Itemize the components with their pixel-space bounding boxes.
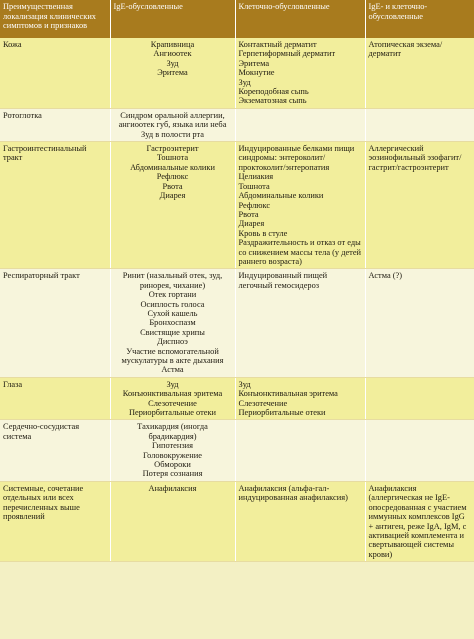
cell-line: Эритема xyxy=(238,58,270,68)
cell-line: Зуд xyxy=(166,379,179,389)
cell-mixed xyxy=(365,108,474,141)
header-ige: IgE-обусловленные xyxy=(110,0,235,38)
cell-line: Экзематозная сыпь xyxy=(238,96,307,106)
cell-line: Участие вспомогательной мускулатуры в акте дыхания xyxy=(121,346,224,365)
cell-location xyxy=(0,420,110,481)
cell-location xyxy=(0,377,110,420)
cell-line: Анафилаксия xyxy=(148,483,197,493)
cell-ige xyxy=(110,420,235,481)
cell-line: Гастроэнтерит xyxy=(146,144,199,154)
cell-mixed xyxy=(365,420,474,481)
cell-line: Отек гортани xyxy=(148,290,197,300)
cell-line: Периорбитальные отеки xyxy=(128,408,217,418)
cell-line: Зуд xyxy=(166,58,179,68)
cell-line: Целиакия xyxy=(238,172,274,182)
cell-cell-mediated xyxy=(235,481,365,561)
cell-line: Глаза xyxy=(3,379,23,389)
cell-line: Абдоминальные колики xyxy=(130,162,215,172)
cell-line: Атопическая экзема/дерматит xyxy=(368,40,443,59)
cell-line: Кровь в стуле xyxy=(238,228,288,238)
cell-ige xyxy=(110,108,235,141)
header-cell: Клеточно-обусловленные xyxy=(235,0,365,38)
table-row xyxy=(0,142,474,269)
table-row xyxy=(0,269,474,377)
cell-line: Рефлюкс xyxy=(156,172,189,182)
cell-line: Индуцированные белками пищи синдромы: энтероколит/проктоколит/энтеропатия xyxy=(238,144,355,172)
cell-line: Сухой кашель xyxy=(147,308,198,318)
cell-line: Зуд xyxy=(238,77,251,87)
cell-line: Гастроинтестинальный тракт xyxy=(3,144,87,163)
cell-ige xyxy=(110,269,235,377)
cell-ige xyxy=(110,377,235,420)
cell-mixed xyxy=(365,377,474,420)
cell-line: Контактный дерматит xyxy=(238,40,317,49)
table-row xyxy=(0,481,474,561)
cell-line: Диарея xyxy=(238,219,265,229)
cell-line: Головокружение xyxy=(143,450,202,460)
table-row xyxy=(0,108,474,141)
cell-line: Герпетиформный дерматит xyxy=(238,49,336,59)
cell-line: Астма xyxy=(161,365,184,375)
cell-line: Тахикардия (иногда брадикардия) xyxy=(137,422,208,441)
cell-line: Свистящие хрипы xyxy=(140,327,205,337)
cell-line: Рвота xyxy=(162,181,183,191)
cell-line: Ротоглотка xyxy=(3,110,42,120)
cell-mixed xyxy=(365,481,474,561)
cell-line: Осиплость голоса xyxy=(140,299,205,309)
cell-line: Конъюнктивальная эритема xyxy=(238,389,338,399)
cell-line: Тошнота xyxy=(238,181,270,191)
cell-line: Конъюнктивальная эритема xyxy=(122,389,223,399)
cell-line: Периорбитальные отеки xyxy=(238,408,326,418)
cell-line: Крапивница xyxy=(150,40,195,49)
cell-line: Синдром оральной аллергии, ангиоотек губ, языка или неба xyxy=(118,110,227,130)
cell-location xyxy=(0,269,110,377)
cell-line: Раздражительность и отказ от еды со снижением массы тела (у детей раннего возраста) xyxy=(238,238,362,266)
cell-line: Рефлюкс xyxy=(238,200,271,210)
table-row xyxy=(0,377,474,420)
cell-cell-mediated xyxy=(235,38,365,108)
table-row xyxy=(0,420,474,481)
header-mixed: IgE- и клеточно-обусловленные xyxy=(365,0,474,38)
cell-line: Астма (?) xyxy=(368,271,403,281)
cell-ige xyxy=(110,481,235,561)
cell-mixed xyxy=(365,142,474,269)
cell-line: Обмороки xyxy=(154,460,191,470)
table-body xyxy=(0,38,474,562)
cell-mixed xyxy=(365,38,474,108)
cell-line: Аллергический эозинофильный эзофагит/гастрит/гастроэнтерит xyxy=(368,144,462,172)
cell-ige xyxy=(110,142,235,269)
cell-cell-mediated xyxy=(235,142,365,269)
cell-location xyxy=(0,481,110,561)
cell-location xyxy=(0,142,110,269)
cell-line: Анафилаксия (аллергическая не IgE-опосредованная с участием иммунных комплексов IgG + антиген, реже IgA, IgM, с активацией комплемента и свертывающей системы крови) xyxy=(368,483,467,559)
cell-line: Ангиоотек xyxy=(153,49,192,59)
cell-line: Зуд в полости рта xyxy=(141,129,204,139)
cell-line: Слезотечение xyxy=(238,398,288,408)
cell-line: Кореподобная сыпь xyxy=(238,87,309,97)
cell-line: Индуцированный пищей легочный гемосидероз xyxy=(238,271,328,290)
header-row xyxy=(0,0,474,38)
cell-line: Гипотензия xyxy=(151,441,194,451)
cell-location xyxy=(0,108,110,141)
cell-line: Рвота xyxy=(238,209,259,219)
cell-line: Тошнота xyxy=(156,153,189,163)
cell-line: Системные, сочетание отдельных или всех перечисленных выше проявлений xyxy=(3,483,84,522)
cell-line: Диарея xyxy=(159,191,186,201)
cell-cell-mediated xyxy=(235,377,365,420)
cell-line: Сердечно-сосудистая система xyxy=(3,422,80,441)
cell-line: Слезотечение xyxy=(148,398,197,408)
cell-ige xyxy=(110,38,235,108)
cell-mixed xyxy=(365,269,474,377)
cell-line: Зуд xyxy=(238,379,251,389)
table-row xyxy=(0,38,474,108)
cell-line: Эритема xyxy=(157,68,188,78)
cell-location xyxy=(0,38,110,108)
cell-cell-mediated xyxy=(235,108,365,141)
cell-line: Бронхоспазм xyxy=(149,318,196,328)
cell-line: Диспноэ xyxy=(157,337,188,347)
cell-line: Потеря сознания xyxy=(142,469,203,479)
cell-line: Абдоминальные колики xyxy=(238,191,324,201)
cell-line: Респираторный тракт xyxy=(3,271,80,281)
cell-line: Мокнутие xyxy=(238,68,275,78)
cell-line: Ринит (назальный отек, зуд, ринорея, чихание) xyxy=(122,271,223,290)
cell-cell-mediated xyxy=(235,420,365,481)
cell-cell-mediated xyxy=(235,269,365,377)
header-location: Преимущественная локализация клинических симптомов и признаков xyxy=(0,0,110,38)
cell-line: Кожа xyxy=(3,40,22,49)
cell-line: Анафилаксия (альфа-гал-индуцированная анафилаксия) xyxy=(238,483,348,503)
